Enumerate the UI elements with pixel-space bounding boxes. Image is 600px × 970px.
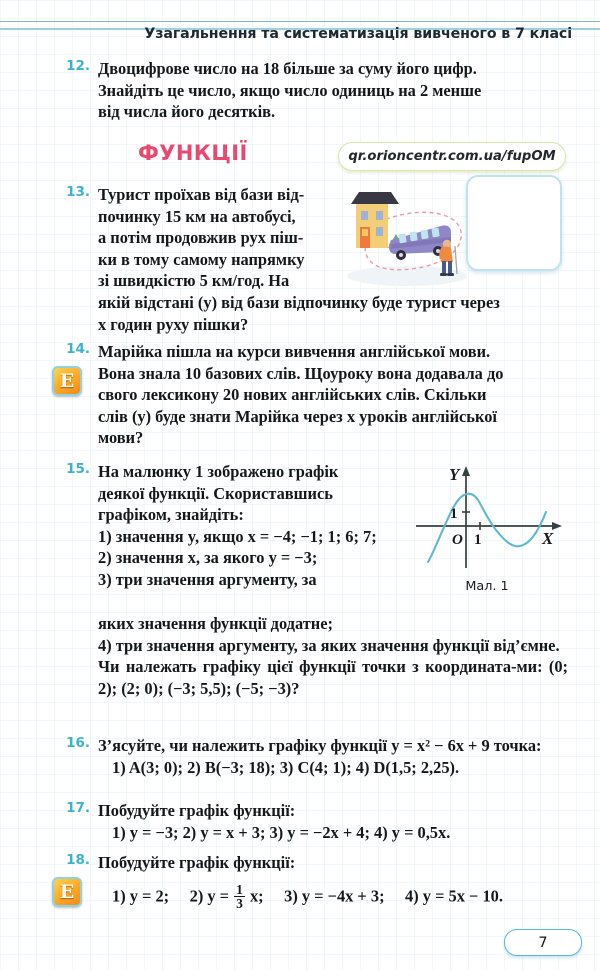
exercise-17-text: [98, 800, 568, 843]
exercise-13-line-7: x годин руху пішки?: [98, 314, 249, 334]
function-graph-svg: [404, 460, 570, 578]
function-curve: [428, 494, 546, 562]
exercise-15-number: 15.: [66, 461, 90, 477]
exercise-12-line-2: Знайдіть це число, якщо число одиниць на 2 менше: [98, 80, 482, 100]
exercise-15-continued: [56, 613, 568, 699]
exercise-18-option-4: 4) y = 5x − 10.: [405, 886, 503, 906]
y-unit-label: 1: [450, 506, 458, 522]
exercise-15-item-3-cont: яких значення функції додатне;: [98, 614, 333, 633]
exercise-16-options: 1) A(3; 0); 2) B(−3; 18); 3) C(4; 1); 4) D(1,5; 2,25).: [112, 757, 460, 777]
exercise-16-number: 16.: [66, 735, 90, 751]
y-axis-arrow: [462, 466, 470, 476]
exercise-15-item-3: 3) три значення аргументу, за: [98, 569, 317, 589]
badge-e-exercise-18: [52, 877, 82, 907]
header-rule-top: [0, 21, 600, 22]
exercise-14-line-5: мови?: [98, 428, 144, 447]
exercise-12-number: 12.: [66, 58, 90, 74]
exercise-16-intro: З’ясуйте, чи належить графіку функції y = x² − 6x + 9 точка:: [98, 736, 542, 755]
exercise-15-text-narrow: [98, 461, 398, 590]
exercise-16: [56, 735, 568, 778]
exercise-14-line-2: Вона знала 10 базових слів. Щоуроку вона додавала до: [98, 363, 504, 383]
badge-e-exercise-14: [52, 366, 82, 396]
exercise-15-text-wide: [98, 613, 568, 699]
exercise-13-text-narrow: [98, 184, 350, 292]
exercise-17: [56, 800, 568, 843]
exercise-18-options: [112, 883, 568, 911]
page-header: [0, 0, 600, 48]
x-axis-label: X: [542, 529, 554, 548]
exercise-13-line-3: а потім продовжив рух піш-: [98, 228, 304, 247]
exercise-18-option-2-tail: x;: [249, 886, 264, 906]
running-head-title: Узагальнення та систематизація вивченого в 7 класі: [144, 26, 572, 42]
exercise-17-intro: Побудуйте графік функції:: [98, 801, 296, 820]
exercise-13-line-2: починку 15 км на автобусі,: [98, 206, 296, 226]
exercise-15-item-2: 2) значення x, за якого y = −3;: [98, 548, 318, 567]
exercise-14-line-3: свого лексикону 20 нових англійських слів. Скільки: [98, 385, 487, 404]
exercise-12: [56, 58, 568, 123]
exercise-12-line-1: Двоцифрове число на 18 більше за суму його цифр.: [98, 59, 477, 78]
exercise-13-line-4: ки в тому самому напрямку: [98, 249, 305, 269]
exercise-12-text: [98, 58, 568, 123]
origin-label: O: [452, 532, 463, 548]
badge-e-letter: E: [59, 880, 75, 903]
exercise-14-line-4: слів (y) буде знати Марійка через x уроків англійської: [98, 406, 497, 426]
exercise-13-line-5: зі швидкістю 5 км/год. На: [98, 271, 290, 290]
fraction-one-third: [234, 883, 245, 911]
badge-e-letter: E: [59, 369, 75, 392]
exercise-16-text: [98, 735, 568, 778]
exercise-15-question: Чи належать графіку цієї функції точки з координата-ми: (0; 2); (2; 0); (−3; 5,5); (−5; −3)?: [98, 657, 568, 698]
exercise-13-line-6: якій відстані (y) від бази відпочинку буде турист через: [98, 293, 500, 312]
exercise-13-continued: [56, 292, 568, 335]
exercise-15-line-3: графіком, знайдіть:: [98, 505, 244, 524]
exercise-18-option-2-lead: 2) y =: [189, 886, 230, 906]
exercise-17-options: 1) y = −3; 2) y = x + 3; 3) y = −2x + 4; 4) y = 0,5x.: [112, 822, 451, 842]
exercise-14-number: 14.: [66, 341, 90, 357]
exercise-13-number: 13.: [66, 184, 90, 200]
exercise-18-intro: Побудуйте графік функції:: [98, 853, 296, 872]
x-unit-label: 1: [474, 532, 482, 548]
figure-caption: Мал. 1: [465, 579, 509, 594]
fraction-denominator: 3: [236, 896, 243, 912]
x-axis-arrow: [552, 522, 562, 530]
exercise-15-line-2: деякої функції. Скориставшись: [98, 483, 333, 503]
section-heading-functions: ФУНКЦІЇ: [138, 141, 248, 165]
exercise-13: [56, 184, 568, 292]
exercise-15-item-1: 1) значення y, якщо x = −4; −1; 1; 6; 7;: [98, 526, 377, 546]
exercise-14-text: [98, 341, 568, 449]
exercise-15-line-1: На малюнку 1 зображено графік: [98, 462, 339, 481]
exercise-18-option-3: 3) y = −4x + 3;: [284, 886, 385, 906]
exercise-18-option-1: 1) y = 2;: [112, 886, 170, 906]
exercise-13-text-wide: [98, 292, 568, 335]
exercise-13-line-1: Турист проїхав від бази від-: [98, 185, 305, 204]
page-number-badge: 7: [504, 929, 582, 956]
exercise-14-line-1: Марійка пішла на курси вивчення англійської мови.: [98, 342, 491, 361]
qr-url-pill[interactable]: qr.orioncentr.com.ua/fupOM: [338, 142, 566, 171]
exercise-18: [56, 852, 568, 911]
y-axis-label: Y: [449, 465, 460, 484]
exercise-18-number: 18.: [66, 852, 90, 868]
figure-graph-mal-1: [404, 460, 570, 610]
exercise-17-number: 17.: [66, 800, 90, 816]
exercise-12-line-3: від числа його десятків.: [98, 102, 276, 121]
exercise-14: [56, 341, 568, 449]
exercise-18-text: [98, 852, 568, 911]
fraction-numerator: 1: [236, 881, 243, 897]
exercise-15-item-4: 4) три значення аргументу, за яких значення функції від’ємне.: [98, 635, 560, 655]
